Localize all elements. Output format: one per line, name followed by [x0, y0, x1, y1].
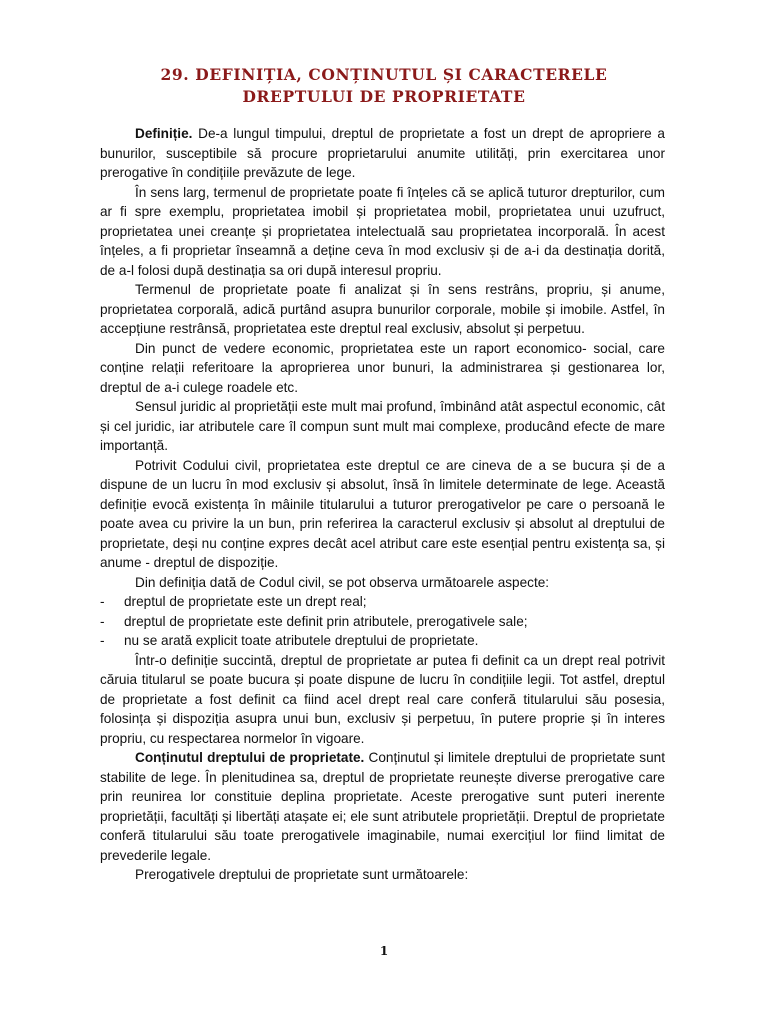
- paragraph: Sensul juridic al proprietății este mult mai profund, îmbinând atât aspectul economic, cât și cel juridic, iar atributele care îl compun sunt mult mai complexe, producând efecte de mare importanță.: [100, 399, 665, 453]
- document-body: [100, 124, 665, 885]
- aspects-list: [100, 592, 665, 651]
- paragraph: Termenul de proprietate poate fi analizat și în sens restrâns, propriu, și anume, proprietatea corporală, adică purtând asupra bunurilor corporale, mobile și imobile. Astfel, în accepțiune restrânsă, proprietatea este dreptul real exclusiv, absolut și perpetuu.: [100, 282, 665, 336]
- paragraph: Într-o definiție succintă, dreptul de proprietate ar putea fi definit ca un drept real potrivit căruia titularul se poate bucura și poate dispune de lucru în condițiile legii. Tot astfel, dreptul de proprietate a fost definit ca fiind acel drept real care conferă titularului său posesia, folosința și dispoziția asupra unui bun, exclusiv și perpetuu, în putere proprie și în interes propriu, cu respectarea normelor în vigoare.: [100, 652, 665, 746]
- list-item: - nu se arată explicit toate atributele dreptului de proprietate.: [100, 631, 665, 651]
- paragraph: [100, 748, 665, 865]
- page-title: 29. DEFINIȚIA, CONȚINUTUL ȘI CARACTERELE DREPTULUI DE PROPRIETATE: [160, 65, 608, 106]
- paragraph: Din punct de vedere economic, proprietatea este un raport economico- social, care conține relații referitoare la aproprierea unor bunuri, la administrarea și gestionarea lor, dreptul de a-i culege roadele etc.: [100, 340, 665, 395]
- list-item: - dreptul de proprietate este definit prin atributele, prerogativele sale;: [100, 612, 665, 632]
- paragraph: Din definiția dată de Codul civil, se pot observa următoarele aspecte:: [135, 574, 550, 590]
- page-number: 1: [379, 944, 389, 958]
- paragraph-text: De-a lungul timpului, dreptul de proprietate a fost un drept de apropriere a bunurilor, susceptibile să procure proprietarului anumite utilități, prin exercitarea unor prerogative în condițiile prevăzute de lege.: [100, 126, 665, 180]
- paragraph-lead: Definiție.: [135, 126, 193, 141]
- paragraph: Potrivit Codului civil, proprietatea este dreptul ce are cineva de a se bucura și de a dispune de un lucru în mod exclusiv și absolut, însă în limitele determinate de lege. Această definiție evocă existența în mâinile titularului a tuturor prerogativelor pe care o persoană le poate avea cu privire la un bun, prin referirea la caracterul exclusiv și absolut al dreptului de proprietate, deși nu conține expres decât acel atribut care este esențial pentru existența sa, și anume - dreptul de dispoziție.: [100, 457, 665, 570]
- paragraph: Prerogativele dreptului de proprietate sunt următoarele:: [135, 867, 469, 882]
- paragraph-text: Conținutul și limitele dreptului de proprietate sunt stabilite de lege. În plenitudinea sa, dreptul de proprietate reunește diverse prerogative care prin reunirea lor constituie deplina proprietate. Aceste prerogative sunt puteri inerente proprietății, facultăți și libertăți atașate ei; ele sunt atributele proprietății. Dreptul de proprietate conferă titularului său toate prerogativele imaginabile, numai exercițiul lor fiind limitat de prevederile legale.: [100, 750, 665, 863]
- list-item: - dreptul de proprietate este un drept real;: [100, 592, 665, 612]
- paragraph: În sens larg, termenul de proprietate poate fi înțeles că se aplică tuturor drepturilor, cum ar fi spre exemplu, proprietatea imobil și proprietatea mobil, proprietatea unui uzufruct, proprietatea unei creanțe și proprietatea intelectuală sau proprietatea incorporală. În acest înțeles, a fi proprietar înseamnă a deține ceva în mod exclusiv și de a-i da destinația dorită, de a-l folosi după destinația sa ori după interesul propriu.: [100, 184, 665, 278]
- paragraph: [100, 124, 665, 183]
- paragraph-lead: Conținutul dreptului de proprietate.: [135, 750, 365, 765]
